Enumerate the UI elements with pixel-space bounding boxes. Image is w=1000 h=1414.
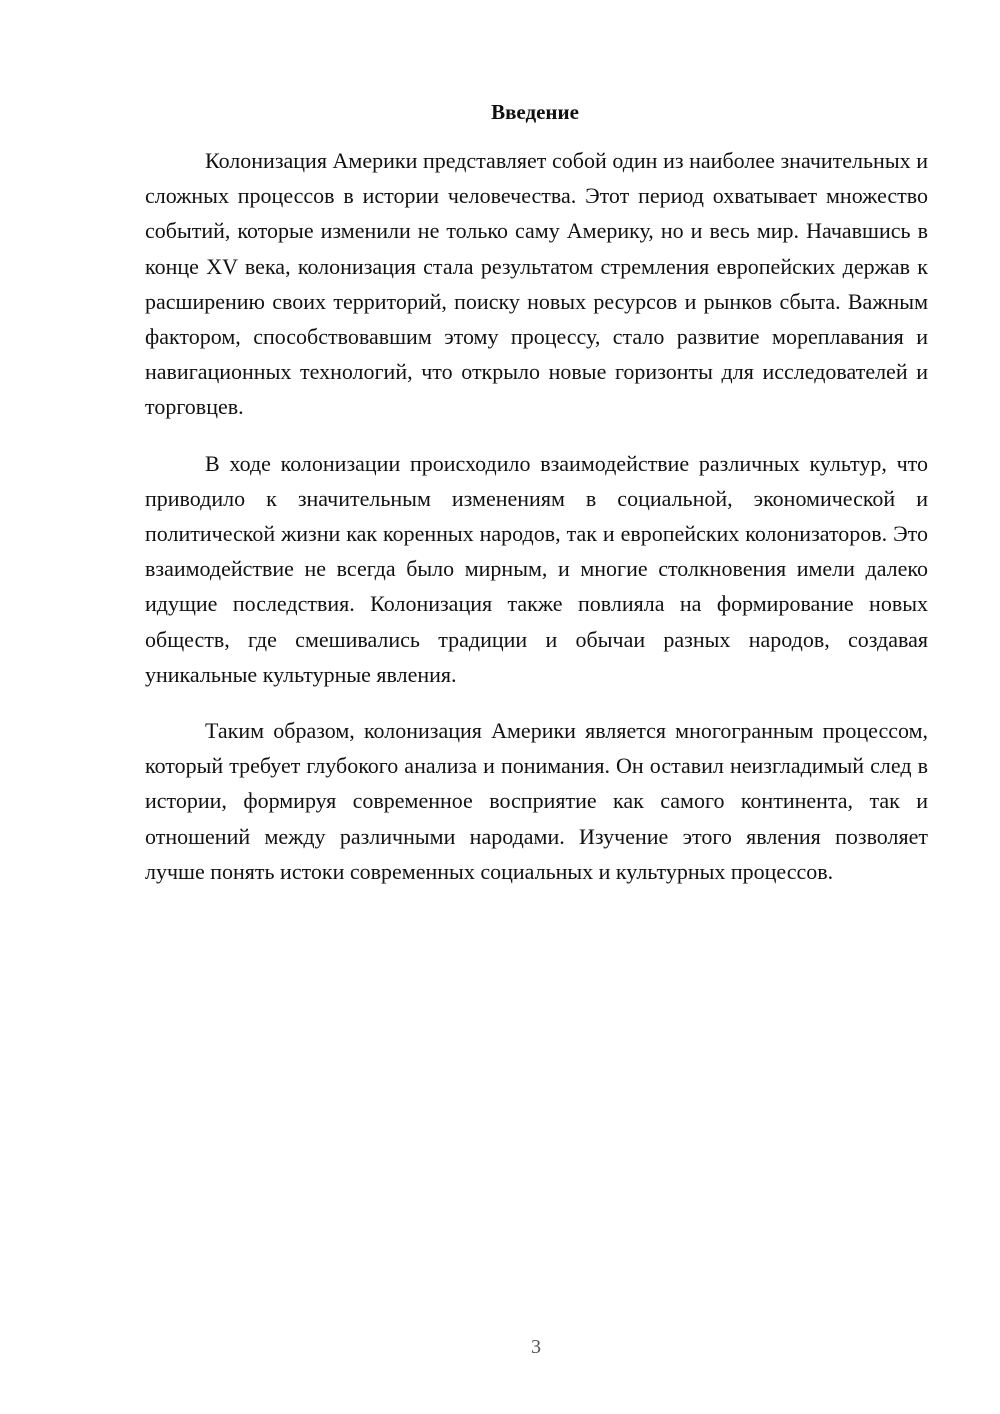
section-heading: Введение <box>491 100 579 124</box>
paragraph-3: Таким образом, колонизация Америки является многогранным процессом, который требует глубокого анализа и понимания. Он оставил неизгладимый след в истории, формируя современное восприятие как самого континента, так и отношений между различными народами. Изучение этого явления позволяет лучше понять истоки современных социальных и культурных процессов. <box>145 718 928 884</box>
body-text <box>145 143 928 910</box>
page-number: 3 <box>531 1336 541 1358</box>
paragraph-1: Колонизация Америки представляет собой один из наиболее значительных и сложных процессов в истории человечества. Этот период охватывает множество событий, которые изменили не только саму Америку, но и весь мир. Начавшись в конце XV века, колонизация стала результатом стремления европейских держав к расширению своих территорий, поиску новых ресурсов и рынков сбыта. Важным фактором, способствовавшим этому процессу, стало развитие мореплавания и навигационных технологий, что открыло новые горизонты для исследователей и торговцев. <box>145 148 928 420</box>
paragraph-2: В ходе колонизации происходило взаимодействие различных культур, что приводило к значительным изменениям в социальной, экономической и политической жизни как коренных народов, так и европейских колонизаторов. Это взаимодействие не всегда было мирным, и многие столкновения имели далеко идущие последствия. Колонизация также повлияла на формирование новых обществ, где смешивались традиции и обычаи разных народов, создавая уникальные культурные явления. <box>145 450 928 687</box>
